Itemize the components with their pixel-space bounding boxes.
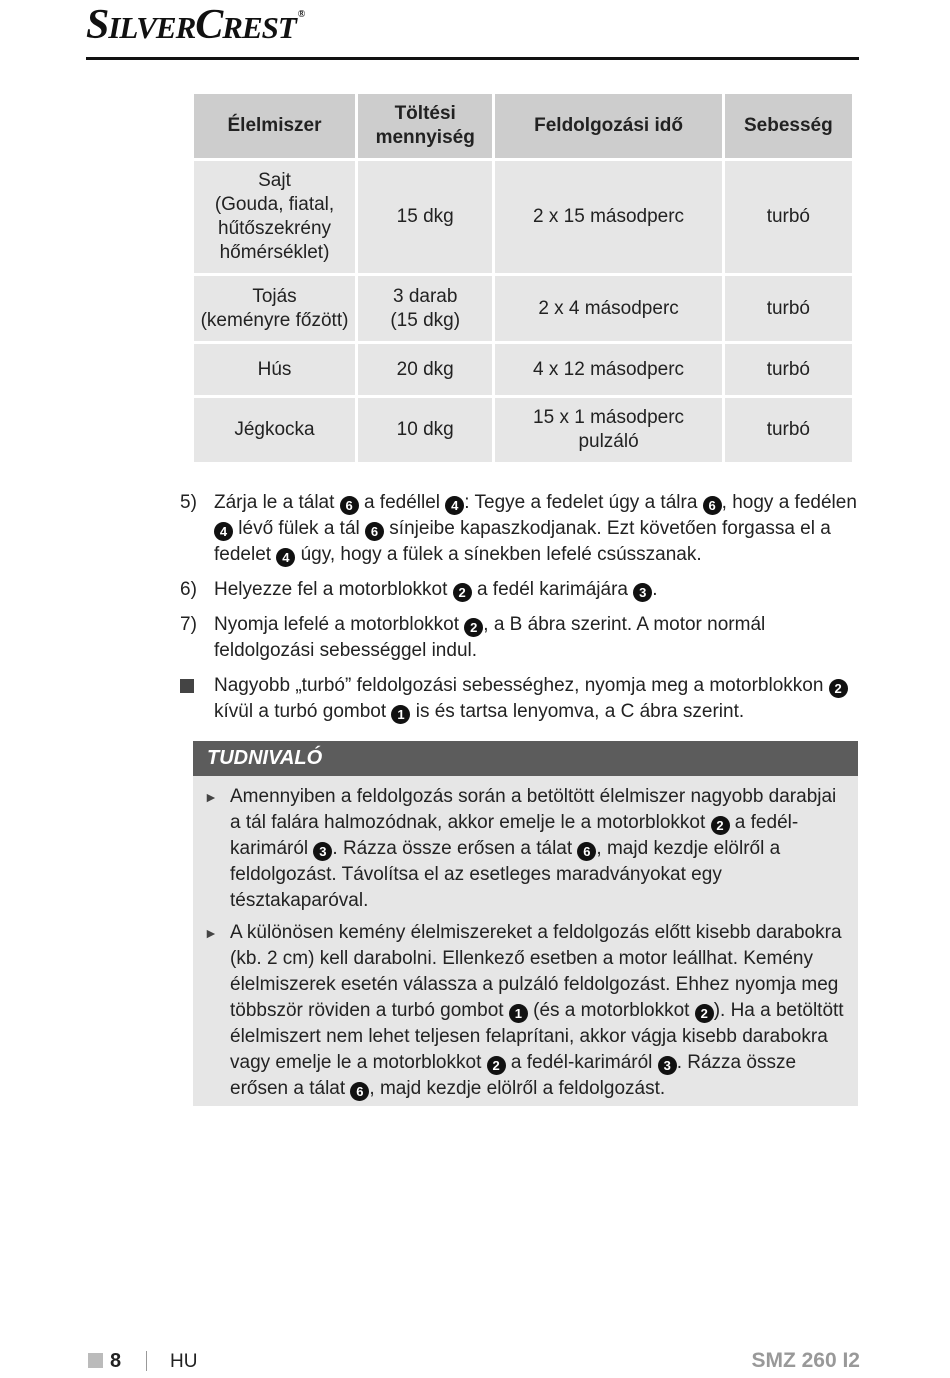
header-speed: Sebesség bbox=[725, 94, 852, 158]
page-number: 8 bbox=[110, 1350, 122, 1372]
part-number-2-icon: 2 bbox=[464, 618, 483, 637]
part-number-4-icon: 4 bbox=[214, 522, 233, 541]
table-row bbox=[194, 344, 852, 395]
cell-food: Sajt (Gouda, fiatal, hűtőszekrény hőmérséklet) bbox=[194, 161, 355, 273]
part-number-2-icon: 2 bbox=[829, 679, 848, 698]
instruction-steps bbox=[178, 490, 858, 734]
header-food: Élelmiszer bbox=[194, 94, 355, 158]
part-number-2-icon: 2 bbox=[487, 1056, 506, 1075]
triangle-bullet-icon: ► bbox=[204, 925, 218, 941]
step-number: 5) bbox=[180, 492, 197, 513]
part-number-6-icon: 6 bbox=[340, 496, 359, 515]
triangle-bullet-icon: ► bbox=[204, 789, 218, 805]
cell-time: 2 x 4 másodperc bbox=[495, 276, 721, 341]
footer-divider bbox=[146, 1351, 147, 1371]
turbo-bullet: Nagyobb „turbó” feldolgozási sebességhez, nyomja meg a motorblokkon 2 kívül a turbó gombot 1 is és tartsa lenyomva, a C ábra szerint. bbox=[178, 673, 858, 725]
cell-food: Hús bbox=[194, 344, 355, 395]
note-box bbox=[193, 741, 858, 1106]
step-7: 7) Nyomja lefelé a motorblokkot 2 , a B ábra szerint. A motor normál feldolgozási sebességgel indul. bbox=[180, 614, 766, 661]
language-code: HU bbox=[170, 1351, 198, 1372]
cell-quantity: 10 dkg bbox=[358, 398, 492, 462]
part-number-4-icon: 4 bbox=[276, 548, 295, 567]
cell-speed: turbó bbox=[725, 161, 852, 273]
square-bullet-icon bbox=[180, 679, 194, 693]
cell-quantity: 20 dkg bbox=[358, 344, 492, 395]
model-number: SMZ 260 I2 bbox=[751, 1349, 860, 1372]
footer-square-icon bbox=[88, 1353, 103, 1368]
step-number: 7) bbox=[180, 614, 197, 635]
part-number-6-icon: 6 bbox=[703, 496, 722, 515]
part-number-2-icon: 2 bbox=[453, 583, 472, 602]
cell-quantity: 15 dkg bbox=[358, 161, 492, 273]
table-header-row bbox=[194, 94, 852, 158]
table-row bbox=[194, 276, 852, 341]
cell-speed: turbó bbox=[725, 276, 852, 341]
header-time: Feldolgozási idő bbox=[495, 94, 721, 158]
cell-food: Tojás (keményre főzött) bbox=[194, 276, 355, 341]
table-row bbox=[194, 161, 852, 273]
table-row bbox=[194, 398, 852, 462]
silvercrest-logo: SILVERCREST ® bbox=[86, 2, 305, 48]
part-number-2-icon: 2 bbox=[695, 1004, 714, 1023]
part-number-6-icon: 6 bbox=[365, 522, 384, 541]
note-item: ► A különösen kemény élelmiszereket a feldolgozás előtt kisebb darabokra (kb. 2 cm) kell darabolni. Ellenkező esetben a motor leállhat. Kemény élelmiszerek esetén válassza a pulzáló feldolgozást. Ehhez nyomja meg többször röviden a turbó gombot 1 (és a motorblokkot 2 ). Ha a betöltött élelmiszert nem lehet teljesen felaprítani, akkor vágja kisebb darabokra vagy emelje le a motorblokkot 2 a fedél-karimáról 3 . Rázza össze erősen a tálat 6 , majd kezdje elölről a feldolgozást. bbox=[204, 922, 844, 1099]
note-item: ► Amennyiben a feldolgozás során a betöltött élelmiszer nagyobb darabjai a tál falára halmozódnak, akkor emelje le a motorblokkot 2 a fedél-karimáról 3 . Rázza össze erősen a tálat 6 , majd kezdje elölről a feldolgozást. Távolítsa el az esetleges maradványokat egy tésztakaparóval. bbox=[204, 786, 837, 911]
cell-time: 2 x 15 másodperc bbox=[495, 161, 721, 273]
cell-speed: turbó bbox=[725, 398, 852, 462]
part-number-3-icon: 3 bbox=[633, 583, 652, 602]
processing-table bbox=[191, 91, 855, 465]
step-5: 5) Zárja le a tálat 6 a fedéllel 4 : Tegye a fedelet úgy a tálra 6 , hogy a fedélen 4 lévő fülek a tál 6 sínjeibe kapaszkodjanak. Ezt követően forgassa el a fedelet 4 úgy, hogy a fülek a sínekben lefelé csússzanak. bbox=[180, 492, 857, 565]
cell-time: 15 x 1 másodperc pulzáló bbox=[495, 398, 721, 462]
cell-quantity: 3 darab (15 dkg) bbox=[358, 276, 492, 341]
part-number-2-icon: 2 bbox=[711, 816, 730, 835]
header-rule bbox=[86, 57, 859, 60]
step-number: 6) bbox=[180, 579, 197, 600]
part-number-4-icon: 4 bbox=[445, 496, 464, 515]
step-6: 6) Helyezze fel a motorblokkot 2 a fedél karimájára 3 . bbox=[178, 577, 858, 603]
part-number-3-icon: 3 bbox=[658, 1056, 677, 1075]
part-number-1-icon: 1 bbox=[391, 705, 410, 724]
part-number-6-icon: 6 bbox=[350, 1082, 369, 1101]
part-number-3-icon: 3 bbox=[313, 842, 332, 861]
part-number-1-icon: 1 bbox=[509, 1004, 528, 1023]
cell-time: 4 x 12 másodperc bbox=[495, 344, 721, 395]
part-number-6-icon: 6 bbox=[577, 842, 596, 861]
cell-food: Jégkocka bbox=[194, 398, 355, 462]
header-quantity: Töltési mennyiség bbox=[358, 94, 492, 158]
cell-speed: turbó bbox=[725, 344, 852, 395]
note-title: TUDNIVALÓ bbox=[193, 741, 858, 776]
